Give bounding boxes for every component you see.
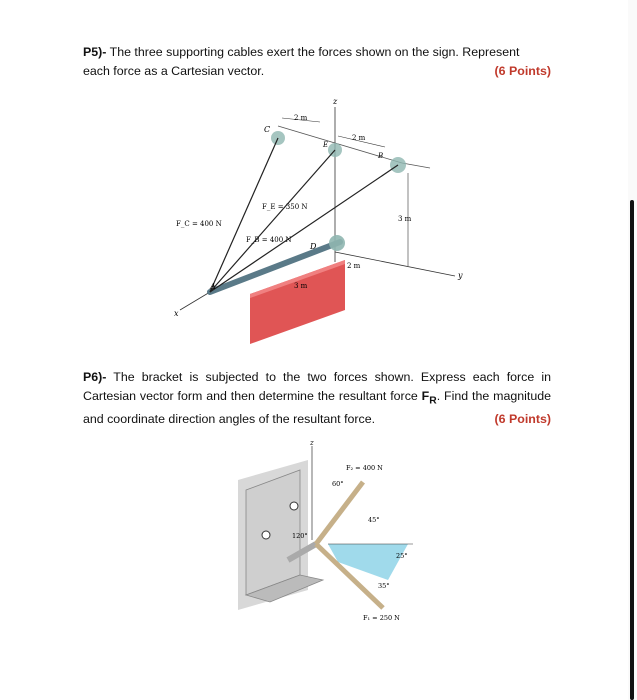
force-fb-label: F_B = 400 N	[246, 236, 292, 244]
angle-120: 120°	[292, 532, 308, 540]
label-a: A	[210, 282, 216, 291]
problem-6-label: P6)-	[83, 370, 107, 384]
force-fc-label: F_C = 400 N	[176, 220, 222, 228]
angle-60: 60°	[332, 480, 344, 488]
force-f1-label: F₁ = 250 N	[363, 614, 400, 622]
dim-2m-top-left: 2 m	[294, 114, 308, 122]
label-e: E	[323, 141, 329, 149]
label-d: D	[310, 242, 317, 251]
force-f2-label: F₂ = 400 N	[346, 464, 383, 472]
problem-5-label: P5)-	[83, 45, 107, 59]
bracket-figure	[228, 440, 438, 625]
angle-45: 45°	[368, 516, 380, 524]
dim-2m-bottom: 2 m	[347, 262, 361, 270]
y-label: y	[458, 271, 463, 280]
angle-25: 25°	[396, 552, 408, 560]
scrollbar[interactable]	[628, 0, 637, 700]
angle-35: 35°	[378, 582, 390, 590]
problem-6-text: P6)- The bracket is subjected to the two forces shown. Express each force in Cartesian vector form and then determine the resultant force $F_R$. Find the magnitude and coordinate direction angles of the resultant force. (6 Points)	[83, 368, 551, 429]
force-fe-label: F_E = 350 N	[262, 203, 308, 211]
dim-3m-sign: 3 m	[294, 282, 308, 290]
problem-5-points: (6 Points)	[494, 64, 551, 78]
x-label: x	[174, 309, 179, 318]
z-label-2: z	[310, 440, 314, 447]
anchor-d	[329, 235, 345, 251]
scrollbar-thumb[interactable]	[630, 200, 634, 700]
dim-3m-right: 3 m	[398, 215, 412, 223]
label-b: B	[378, 152, 384, 160]
label-c: C	[264, 125, 271, 134]
problem-5-text: P5)- The three supporting cables exert the forces shown on the sign. Represent each force as a Cartesian vector. (6 Points)	[83, 43, 551, 81]
dim-2m-top-right: 2 m	[352, 134, 366, 142]
x-axis	[180, 292, 210, 310]
sign-cables-figure	[170, 92, 470, 352]
problem-6-points: (6 Points)	[494, 412, 551, 427]
z-label: z	[333, 97, 338, 106]
force-f2-rod	[316, 482, 363, 544]
